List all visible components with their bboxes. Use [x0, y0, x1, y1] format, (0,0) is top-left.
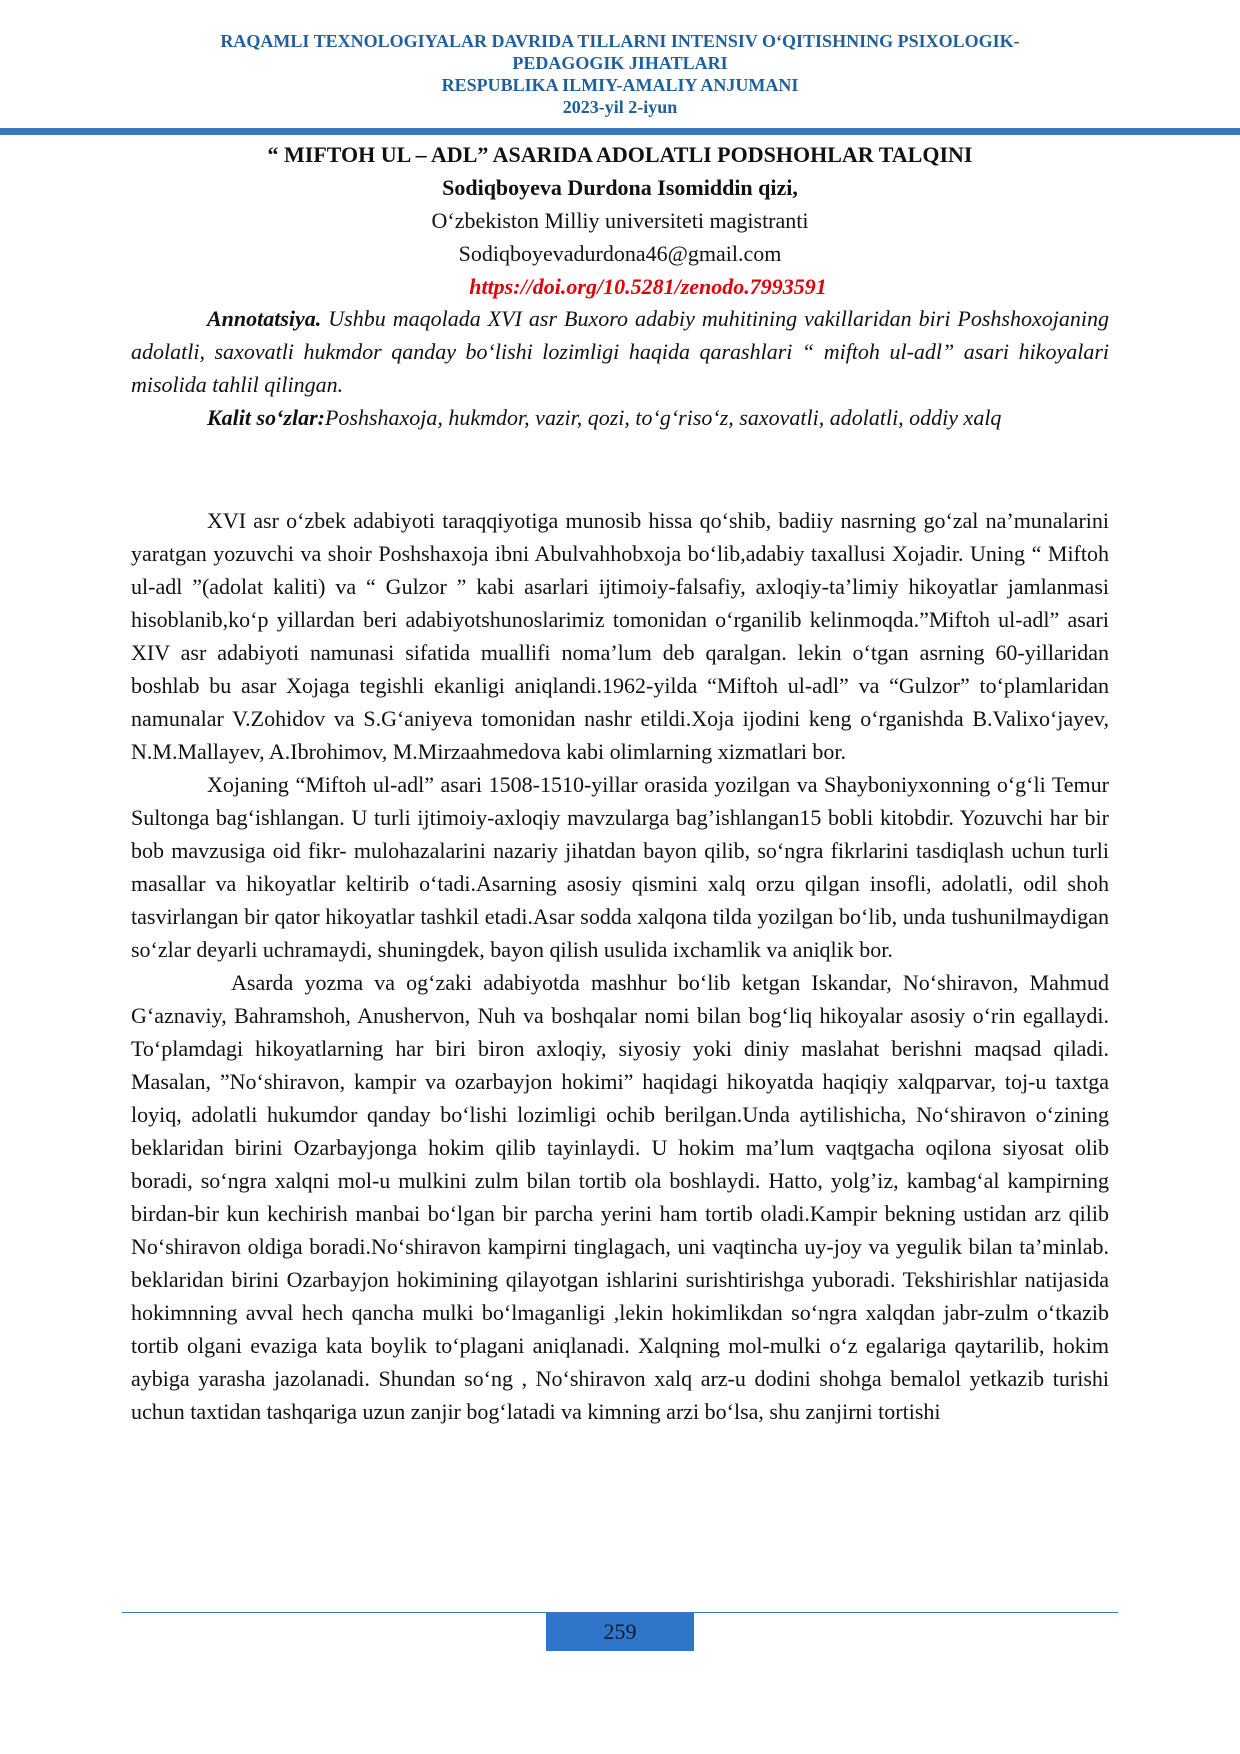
section-spacer [131, 434, 1109, 504]
conference-header [80, 30, 1160, 118]
keywords-text: Poshshaxoja, hukmdor, vazir, qozi, to‘g‘riso‘z, saxovatli, adolatli, oddiy xalq [324, 405, 1002, 430]
header-line-4: 2023-yil 2-iyun [562, 97, 678, 117]
header-divider [0, 128, 1240, 135]
keywords-label: Kalit so‘zlar: [207, 405, 325, 430]
article-title: “ MIFTOH UL – ADL” ASARIDA ADOLATLI PODSHOHLAR TALQINI [267, 142, 973, 167]
author-affiliation: O‘zbekiston Milliy universiteti magistranti [431, 208, 809, 233]
doi-link[interactable]: https://doi.org/10.5281/zenodo.7993591 [469, 274, 827, 299]
header-line-1: RAQAMLI TEXNOLOGIYALAR DAVRIDA TILLARNI INTENSIV O‘QITISHNING PSIXOLOGIK- [220, 31, 1020, 51]
page-number-badge [546, 1613, 694, 1651]
header-line-2: PEDAGOGIK JIHATLARI [512, 53, 728, 73]
keywords-paragraph [131, 401, 1109, 434]
abstract-paragraph [131, 302, 1109, 401]
abstract-label: Annotatsiya. [207, 306, 322, 331]
page-number: 259 [603, 1619, 637, 1644]
article-content [131, 302, 1109, 1428]
body-paragraph-3: Asarda yozma va og‘zaki adabiyotda mashhur bo‘lib ketgan Iskandar, No‘shiravon, Mahmud G‘aznaviy, Bahramshoh, Anushervon, Nuh va boshqalar nomi bilan bog‘liq hikoyalar asosiy o‘rin egallaydi. To‘plamdagi hikoyatlarning har biri biron axloqiy, siyosiy yoki diniy maslahat berishni maqsad qiladi. Masalan, ”No‘shiravon, kampir va ozarbayjon hokimi” haqidagi hikoyatda haqiqiy xalqparvar, toj-u taxtga loyiq, adolatli hukumdor qanday bo‘lishi lozimligi ochib berilgan.Unda aytilishicha, No‘shiravon o‘zining beklaridan birini Ozarbayjonga hokim qilib tayinlaydi. U hokim ma’lum vaqtgacha oqilona siyosat olib boradi, so‘ngra xalqni mol-u mulkini zulm bilan tortib ola boshlaydi. Hatto, yolg’iz, kambag‘al kampirning birdan-bir kun kechirish manbai bo‘lgan bir parcha yerini ham tortib oladi.Kampir bekning ustidan arz qilib No‘shiravon oldiga boradi.No‘shiravon kampirni tinglagach, uni vaqtincha uy-joy va yegulik bilan ta’minlab. beklaridan birini Ozarbayjon hokimining qilayotgan ishlarini surishtirishga yuboradi. Tekshirishlar natijasida hokimnning avval hech qancha mulki bo‘lmaganligi ,lekin hokimlikdan so‘ngra xalqdan jabr-zulm o‘tkazib tortib olgani evaziga kata boylik to‘plagani aniqlanadi. Xalqning mol-mulki o‘z egalariga qaytarilib, hokim aybiga yarasha jazolanadi. Shundan so‘ng , No‘shiravon xalq arz-u dodini shohga bemalol yetkazib turishi uchun taxtidan tashqariga uzun zanjir bog‘latadi va kimning arzi bo‘lsa, shu zanjirni tortishi [131, 970, 1109, 1424]
body-paragraph-2: Xojaning “Miftoh ul-adl” asari 1508-1510-yillar orasida yozilgan va Shayboniyxonning o‘g‘li Temur Sultonga bag‘ishlangan. U turli ijtimoiy-axloqiy mavzularga bag’ishlangan15 bobli kitobdir. Yozuvchi har bir bob mavzusiga oid fikr- mulohazalarini nazariy jihatdan bayon qilib, so‘ngra fikrlarini tasdiqlash uchun turli masallar va hikoyatlar keltirib o‘tadi.Asarning asosiy qismini xalq orzu qilgan insofli, adolatli, odil shoh tasvirlangan bir qator hikoyatlar tashkil etadi.Asar sodda xalqona tilda yozilgan bo‘lib, unda tushunilmaydigan so‘zlar deyarli uchramaydi, shuningdek, bayon qilish usulida ixchamlik va aniqlik bor. [131, 772, 1109, 962]
author-name: Sodiqboyeva Durdona Isomiddin qizi, [442, 175, 798, 200]
body-paragraph-1: XVI asr o‘zbek adabiyoti taraqqiyotiga munosib hissa qo‘shib, badiiy nasrning go‘zal na’munalarini yaratgan yozuvchi va shoir Poshshaxoja ibni Abulvahhobxoja bo‘lib,adabiy taxallusi Xojadir. Uning “ Miftoh ul-adl ”(adolat kaliti) va “ Gulzor ” kabi asarlari ijtimoiy-falsafiy, axloqiy-ta’limiy hikoyatlar jamlanmasi hisoblanib,ko‘p yillardan beri adabiyotshunoslarimiz tomonidan o‘rganilib kelinmoqda.”Miftoh ul-adl” asari XIV asr adabiyoti namunasi sifatida muallifi noma’lum deb qaralgan. lekin o‘tgan asrning 60-yillaridan boshlab bu asar Xojaga tegishli ekanligi aniqlandi.1962-yilda “Miftoh ul-adl” va “Gulzor” to‘plamlaridan namunalar V.Zohidov va S.G‘aniyeva tomonidan nashr etildi.Xoja ijodini keng o‘rganishda B.Valixo‘jayev, N.M.Mallayev, A.Ibrohimov, M.Mirzaahmedova kabi olimlarning xizmatlari bor. [131, 508, 1109, 764]
article-title-block [120, 138, 1120, 303]
abstract-text: Ushbu maqolada XVI asr Buxoro adabiy muhitining vakillaridan biri Poshshoxojaning adolatli, saxovatli hukmdor qanday bo‘lishi lozimligi haqida qarashlari “ miftoh ul-adl” asari hikoyalari misolida tahlil qilingan. [131, 306, 1109, 397]
author-email[interactable]: Sodiqboyevadurdona46@gmail.com [458, 241, 782, 266]
header-line-3: RESPUBLIKA ILMIY-AMALIY ANJUMANI [441, 75, 799, 95]
